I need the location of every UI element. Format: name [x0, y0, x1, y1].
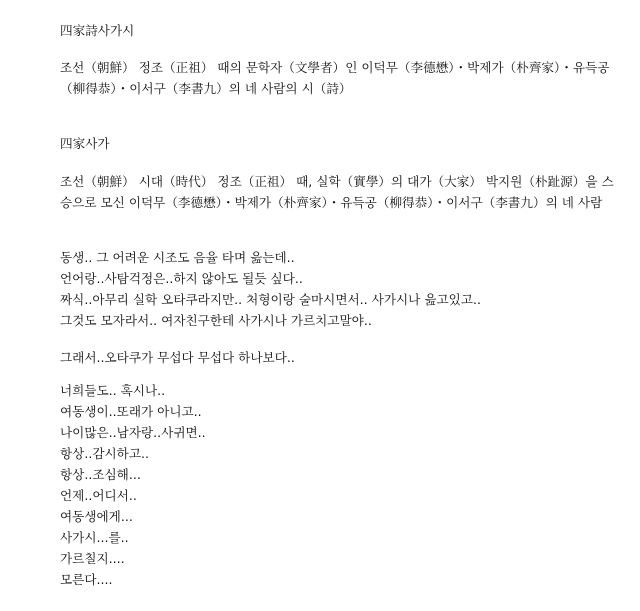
section-2-title: 四家사가	[60, 136, 110, 151]
poem-line: 너희들도.. 혹시나..	[60, 383, 166, 398]
poem-line: 동생.. 그 어려운 시조도 음율 타며 읊는데..	[60, 250, 295, 265]
poem-line: 그래서..오타쿠가 무섭다 무섭다 하나보다..	[60, 350, 295, 365]
section-1-title: 四家詩사가시	[60, 23, 135, 38]
spacer	[60, 99, 620, 133]
poem-stanza-3	[60, 380, 620, 590]
poem-stanza-1	[60, 247, 620, 331]
poem-line: 항상..감시하고..	[60, 446, 150, 461]
poem-line: 그것도 모자라서.. 여자친구한테 사가시나 가르치고말야..	[60, 313, 372, 328]
poem-line: 항상..조심해...	[60, 467, 141, 482]
spacer	[60, 154, 620, 171]
poem-line: 여동생이..또래가 아니고..	[60, 404, 202, 419]
poem-stanza-2	[60, 347, 620, 368]
poem-line: 모른다....	[60, 572, 113, 587]
poem-line: 언어랑..사탐걱정은..하지 않아도 될듯 싶다..	[60, 271, 303, 286]
spacer	[60, 41, 620, 57]
poem-line: 사가시...를..	[60, 530, 129, 545]
poem-line: 가르칠지....	[60, 551, 125, 566]
poem-line: 짜식..아무리 실학 오타쿠라지만.. 처형이랑 술마시면서.. 사가시나 읊고있고..	[60, 292, 482, 307]
section-2-body: 조선（朝鮮） 시대（時代） 정조（正祖） 때, 실학（實學）의 대가（大家） 박지원（朴趾源）을 스승으로 모신 이덕무（李德懋）・박제가（朴齊家）・유득공（柳得恭）・이서구（李書九）의 네 사람	[60, 174, 614, 210]
poem-line: 여동생에게...	[60, 509, 133, 524]
poem-line: 언제..어디서..	[60, 488, 137, 503]
document-body	[60, 20, 620, 590]
section-1-body: 조선（朝鮮） 정조（正祖） 때의 문학자（文學者）인 이덕무（李德懋）・박제가（朴齊家）・유득공（柳得恭）・이서구（李書九）의 네 사람의 시（詩）	[60, 60, 610, 96]
spacer	[60, 368, 620, 380]
spacer	[60, 331, 620, 347]
poem-line: 나이많은..남자랑..사귀면..	[60, 425, 206, 440]
spacer	[60, 213, 620, 247]
